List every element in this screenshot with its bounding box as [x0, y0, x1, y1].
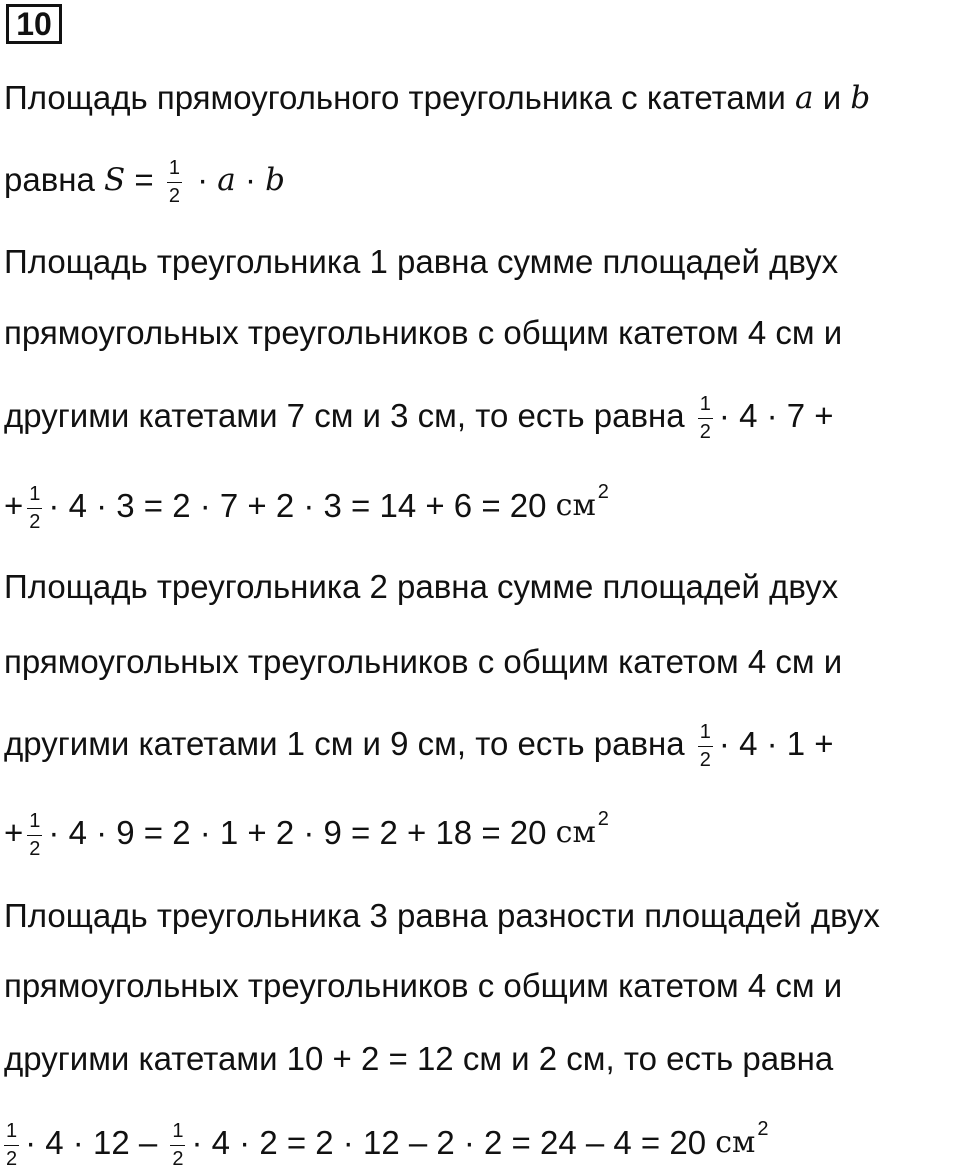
- fraction-numerator: 1: [170, 1120, 185, 1146]
- fraction-denominator: 2: [168, 185, 180, 207]
- fraction-numerator: 1: [4, 1120, 19, 1146]
- text-line-1: [4, 68, 870, 128]
- fraction-numerator: 1: [698, 393, 713, 419]
- fraction-one-half: [4, 1120, 19, 1170]
- text-line-8: [4, 632, 842, 692]
- text: ·: [187, 161, 218, 198]
- unit-power: 2: [597, 481, 609, 503]
- text-line-4: [4, 303, 842, 363]
- text-line-12: [4, 956, 842, 1016]
- text: другими катетами 7 см и 3 см, то есть равна: [4, 397, 694, 434]
- text: · 4 · 9 = 2 · 1 + 2 · 9 = 2 + 18 = 20: [48, 814, 556, 851]
- text: и: [813, 79, 851, 116]
- text: прямоугольных треугольников с общим катетом 4 см и: [4, 314, 843, 351]
- fraction-one-half: [27, 483, 42, 533]
- text: ·: [235, 161, 266, 198]
- text: +: [4, 814, 24, 851]
- fraction-denominator: 2: [699, 749, 711, 771]
- variable-a: a: [217, 162, 236, 198]
- fraction-numerator: 1: [698, 721, 713, 747]
- text: · 4 · 3 = 2 · 7 + 2 · 3 = 14 + 6 = 20: [48, 487, 556, 524]
- fraction-one-half: [698, 393, 713, 443]
- text: · 4 · 2 = 2 · 12 – 2 · 2 = 24 – 4 = 20: [191, 1124, 716, 1161]
- fraction-numerator: 1: [27, 483, 42, 509]
- text: · 4 · 1 +: [718, 725, 834, 762]
- fraction-one-half: [698, 721, 713, 771]
- fraction-denominator: 2: [6, 1148, 18, 1170]
- text-line-2: [4, 150, 285, 210]
- text-line-9: [4, 714, 834, 774]
- text: · 4 · 12 –: [25, 1124, 167, 1161]
- text: равна: [4, 161, 104, 198]
- fraction-denominator: 2: [172, 1148, 184, 1170]
- fraction-one-half: [27, 810, 42, 860]
- text-line-5: [4, 386, 834, 446]
- variable-a: a: [795, 80, 814, 116]
- fraction-one-half: [167, 157, 182, 207]
- text-line-3: [4, 232, 838, 292]
- task-number-box: 10: [6, 4, 62, 44]
- text: другими катетами 10 + 2 = 12 см и 2 см, то есть равна: [4, 1040, 834, 1077]
- fraction-one-half: [170, 1120, 185, 1170]
- text: =: [125, 161, 163, 198]
- fraction-numerator: 1: [167, 157, 182, 183]
- text-line-6: [4, 476, 609, 536]
- unit-power: 2: [757, 1118, 769, 1140]
- text: Площадь треугольника 2 равна сумме площадей двух: [4, 568, 839, 605]
- text: Площадь треугольника 1 равна сумме площадей двух: [4, 243, 839, 280]
- text-line-11: [4, 886, 880, 946]
- text: другими катетами 1 см и 9 см, то есть равна: [4, 725, 694, 762]
- text: Площадь прямоугольного треугольника с катетами: [4, 79, 796, 116]
- text: Площадь треугольника 3 равна разности площадей двух: [4, 897, 880, 934]
- text-line-10: [4, 803, 609, 863]
- text: · 4 · 7 +: [718, 397, 834, 434]
- unit-power: 2: [597, 808, 609, 830]
- unit-cm: см: [555, 815, 596, 850]
- fraction-denominator: 2: [29, 838, 41, 860]
- variable-b: b: [265, 162, 285, 198]
- text-line-14: [4, 1113, 769, 1173]
- unit-cm: см: [555, 488, 596, 523]
- text: прямоугольных треугольников с общим катетом 4 см и: [4, 967, 843, 1004]
- text: прямоугольных треугольников с общим катетом 4 см и: [4, 643, 843, 680]
- text-line-7: [4, 557, 838, 617]
- fraction-denominator: 2: [29, 511, 41, 533]
- variable-S: S: [103, 162, 126, 198]
- text-line-13: [4, 1029, 833, 1089]
- fraction-numerator: 1: [27, 810, 42, 836]
- unit-cm: см: [715, 1125, 756, 1160]
- variable-b: b: [850, 80, 871, 116]
- text: +: [4, 487, 24, 524]
- fraction-denominator: 2: [699, 421, 711, 443]
